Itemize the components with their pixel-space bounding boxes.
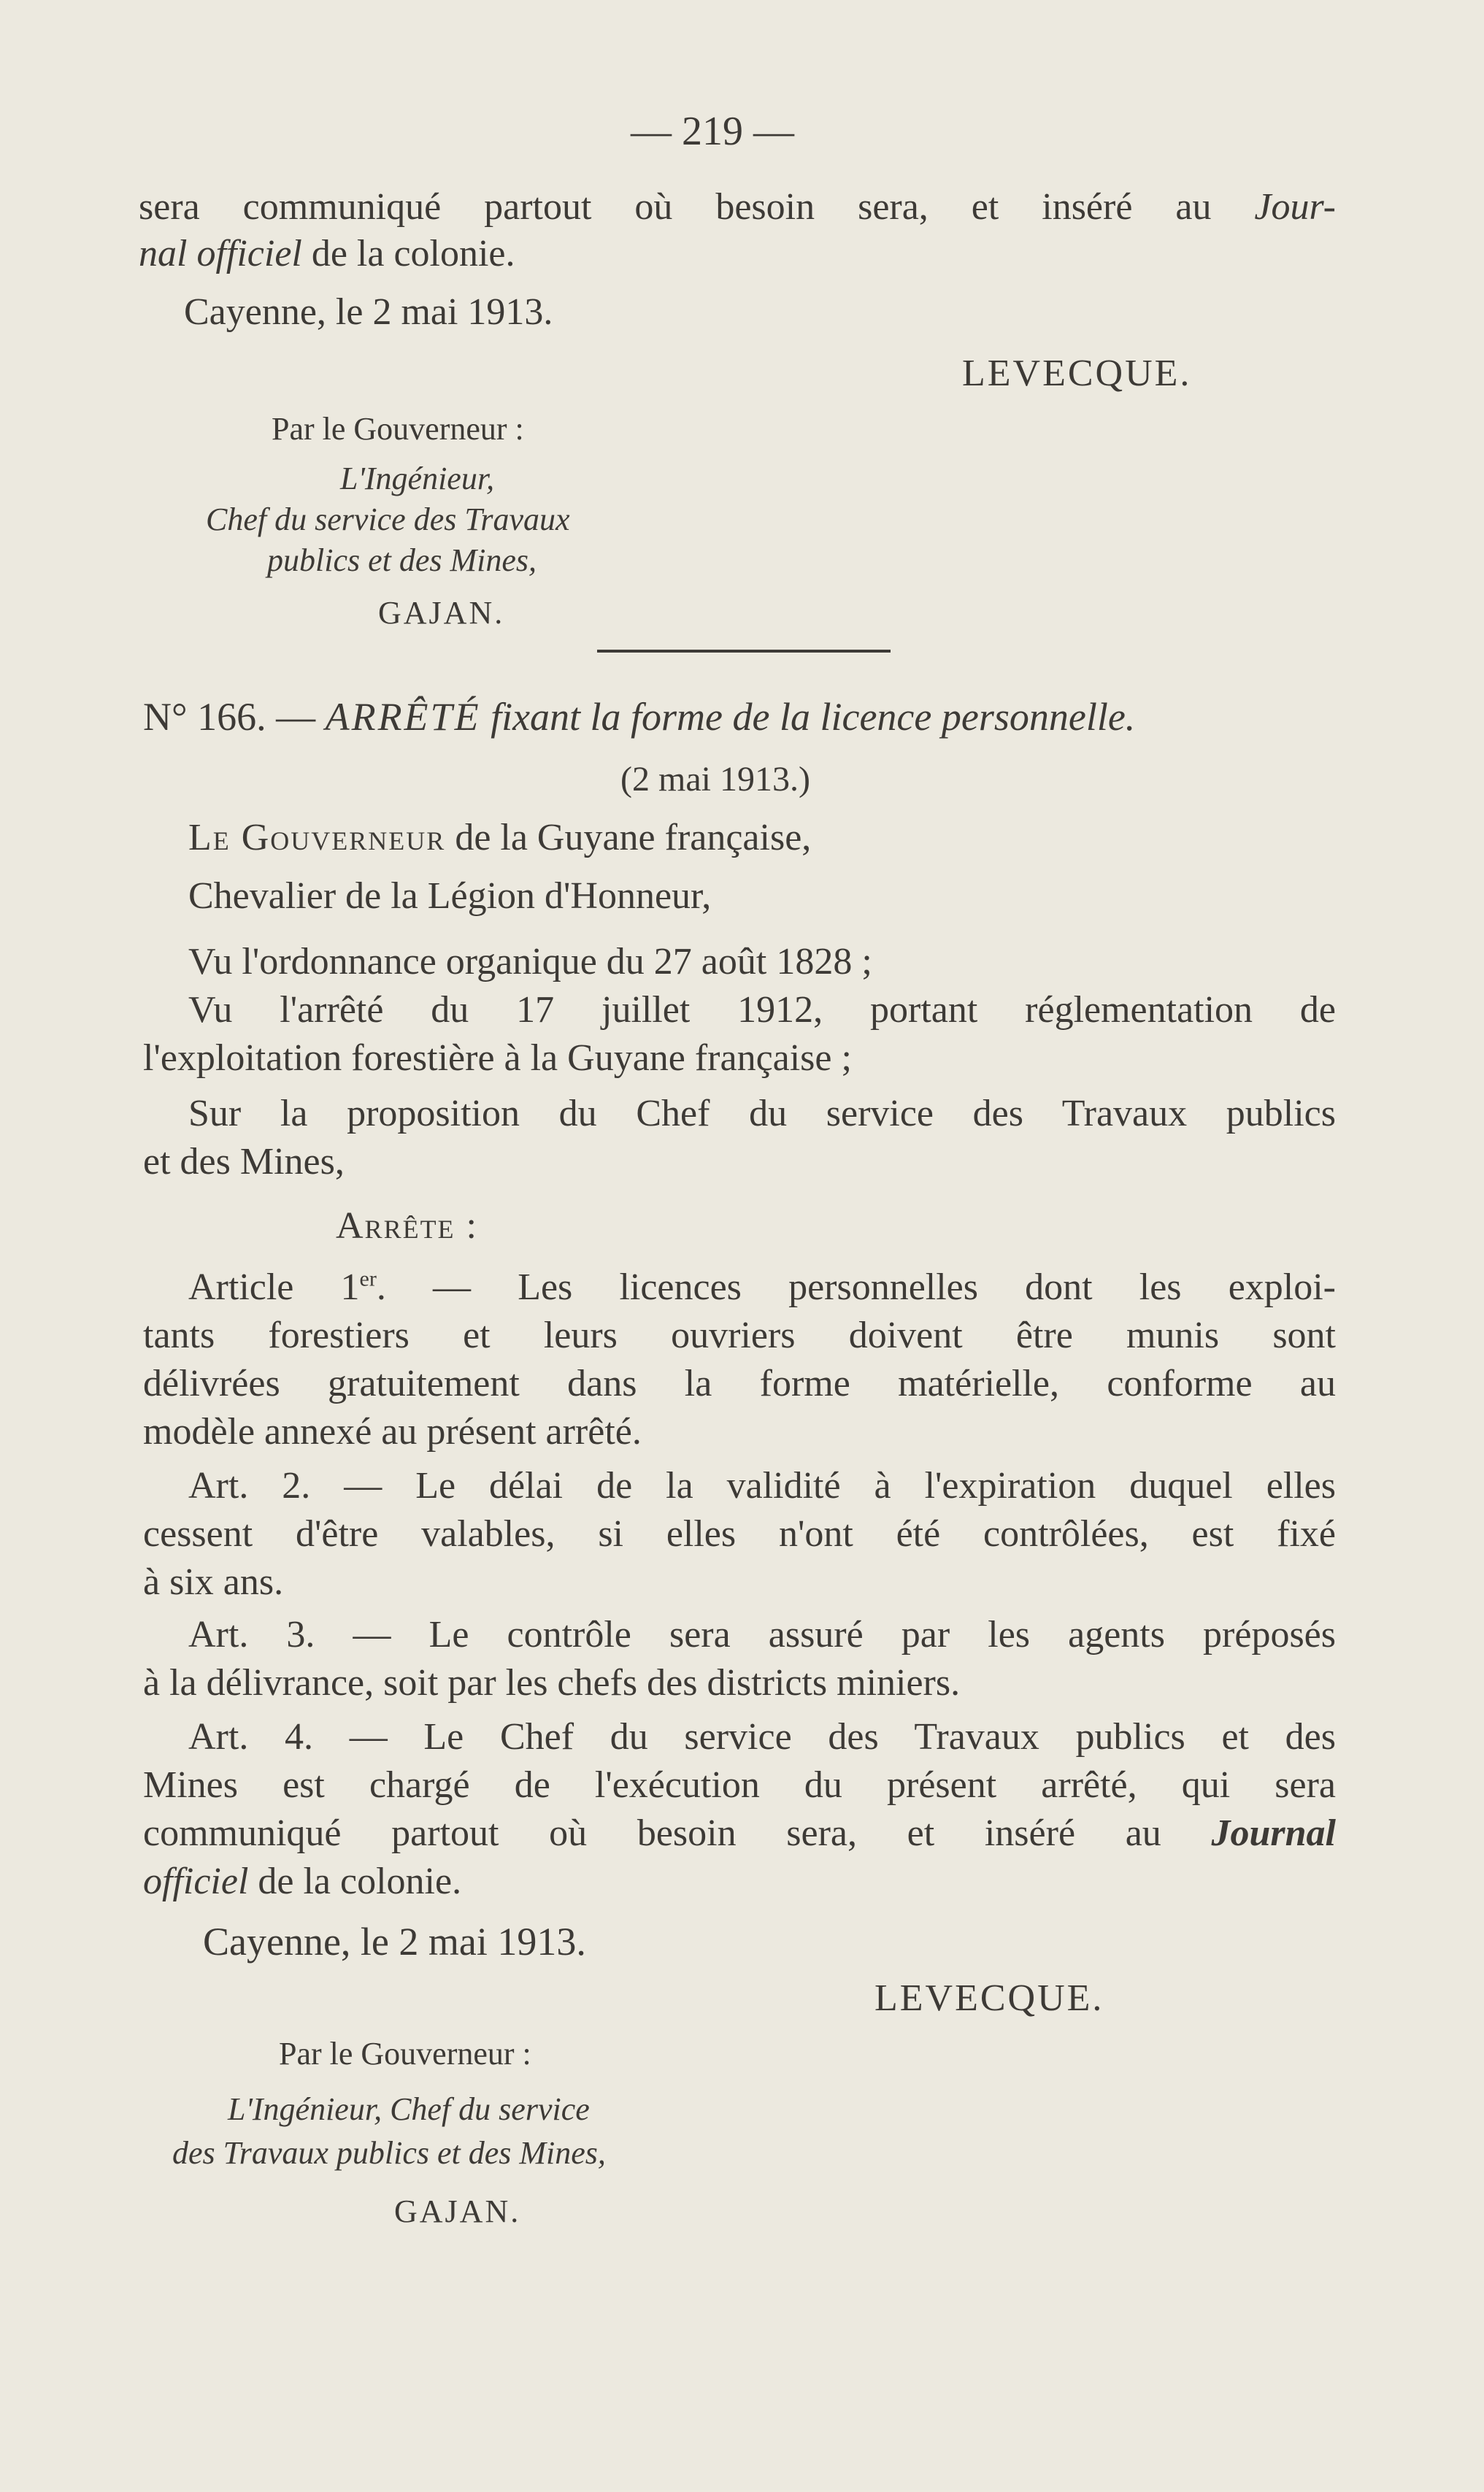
sur-clause: et des Mines,	[143, 1141, 345, 1182]
article-1: modèle annexé au présent arrêté.	[143, 1411, 642, 1453]
countersigner-title: Chef du service des Travaux	[206, 501, 570, 537]
countersigner-title: publics et des Mines,	[267, 542, 537, 578]
article-4: officiel de la colonie.	[143, 1861, 462, 1902]
article-3: à la délivrance, soit par les chefs des districts miniers.	[143, 1662, 961, 1704]
article-1: Article 1er. — Les licences personnelles dont les exploi-	[188, 1266, 1336, 1308]
vu-clause: Vu l'arrêté du 17 juillet 1912, portant réglementation de	[188, 989, 1336, 1031]
article-2: cessent d'être valables, si elles n'ont été contrôlées, est fixé	[143, 1513, 1336, 1555]
countersignature: GAJAN.	[394, 2193, 521, 2229]
countersignature: GAJAN.	[378, 595, 505, 631]
par-le-gouverneur: Par le Gouverneur :	[279, 2036, 531, 2072]
place-date: Cayenne, le 2 mai 1913.	[203, 1920, 586, 1964]
governor-line: Le Gouverneur de la Guyane française,	[188, 817, 812, 858]
article-1: tants forestiers et leurs ouvriers doivent être munis sont	[143, 1315, 1336, 1356]
sur-clause: Sur la proposition du Chef du service des Travaux publics	[188, 1093, 1336, 1134]
vu-clause: l'exploitation forestière à la Guyane française ;	[143, 1037, 852, 1079]
place-date: Cayenne, le 2 mai 1913.	[184, 291, 553, 333]
arrete-heading: N° 166. — ARRÊTÉ fixant la forme de la licence personnelle.	[143, 695, 1136, 739]
governor-signature: LEVECQUE.	[962, 353, 1192, 394]
article-4: Mines est chargé de l'exécution du présent arrêté, qui sera	[143, 1764, 1336, 1806]
article-4: communiqué partout où besoin sera, et inséré au Journal	[143, 1812, 1336, 1854]
chevalier-line: Chevalier de la Légion d'Honneur,	[188, 875, 712, 917]
governor-signature: LEVECQUE.	[874, 1977, 1104, 2019]
par-le-gouverneur: Par le Gouverneur :	[272, 411, 524, 447]
countersigner-title: L'Ingénieur,	[340, 461, 495, 496]
previous-text-line: nal officiel de la colonie.	[139, 233, 515, 274]
vu-clause: Vu l'ordonnance organique du 27 août 1828 ;	[188, 941, 872, 982]
article-2: à six ans.	[143, 1561, 284, 1603]
section-divider	[597, 650, 891, 653]
arrete-keyword: Arrête :	[336, 1205, 478, 1247]
article-4: Art. 4. — Le Chef du service des Travaux publics et des	[188, 1716, 1336, 1758]
arrete-date: (2 mai 1913.)	[620, 760, 810, 799]
page-number: — 219 —	[631, 109, 794, 154]
article-3: Art. 3. — Le contrôle sera assuré par les agents préposés	[188, 1614, 1336, 1655]
article-2: Art. 2. — Le délai de la validité à l'expiration duquel elles	[188, 1465, 1336, 1507]
countersigner-title: L'Ingénieur, Chef du service	[228, 2091, 590, 2127]
article-1: délivrées gratuitement dans la forme matérielle, conforme au	[143, 1363, 1336, 1404]
countersigner-title: des Travaux publics et des Mines,	[172, 2135, 606, 2171]
previous-text-line: sera communiqué partout où besoin sera, et inséré au Jour-	[139, 186, 1336, 228]
